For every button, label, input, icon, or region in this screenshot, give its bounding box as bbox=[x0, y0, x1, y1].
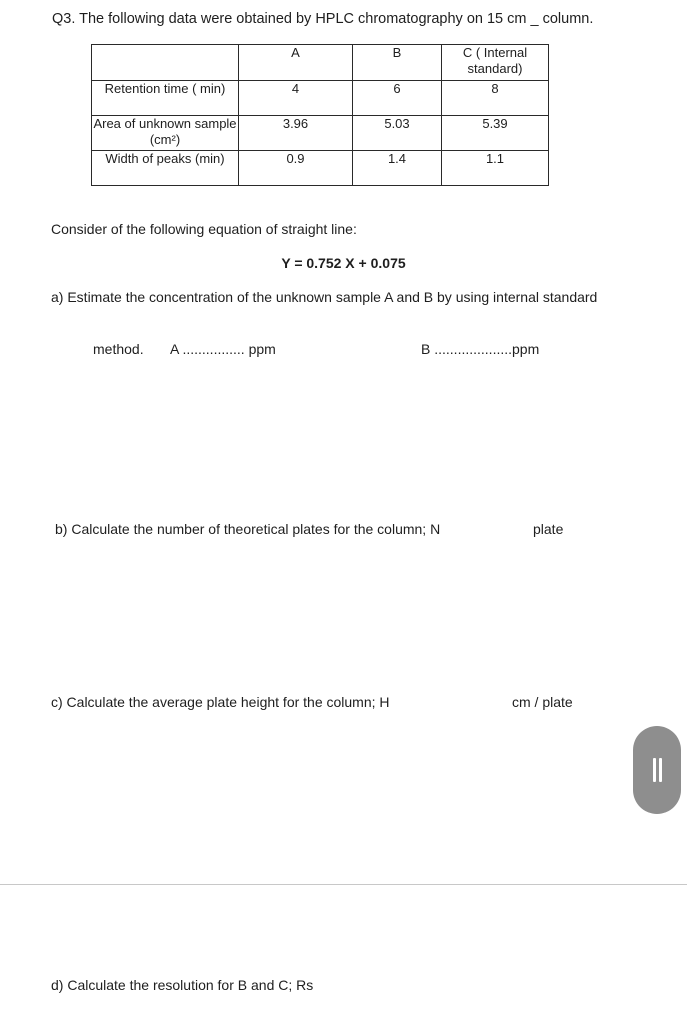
table-header-cell bbox=[92, 45, 239, 81]
scroll-handle[interactable] bbox=[633, 726, 681, 814]
table-cell: 1.1 bbox=[442, 151, 549, 186]
answer-b-blank: B ....................ppm bbox=[421, 341, 540, 357]
row-label: Width of peaks (min) bbox=[92, 151, 239, 186]
grip-icon bbox=[659, 758, 662, 782]
table-header-cell: A bbox=[239, 45, 353, 81]
part-b-unit: plate bbox=[533, 521, 564, 537]
grip-icon bbox=[653, 758, 656, 782]
table-header-cell: B bbox=[353, 45, 442, 81]
table-row bbox=[92, 116, 549, 151]
answer-a-blank: A ................ ppm bbox=[170, 341, 276, 357]
page-divider bbox=[0, 884, 687, 885]
row-label: Retention time ( min) bbox=[92, 81, 239, 116]
part-d-prompt: d) Calculate the resolution for B and C; Rs bbox=[51, 977, 314, 993]
part-a-prompt: a) Estimate the concentration of the unknown sample A and B by using internal standard bbox=[51, 289, 598, 305]
question-title: Q3. The following data were obtained by HPLC chromatography on 15 cm _ column. bbox=[52, 11, 594, 27]
table-cell: 6 bbox=[353, 81, 442, 116]
table-header-row bbox=[92, 45, 549, 81]
table-cell: 1.4 bbox=[353, 151, 442, 186]
part-c-unit: cm / plate bbox=[512, 694, 573, 710]
table-cell: 3.96 bbox=[239, 116, 353, 151]
table-row bbox=[92, 151, 549, 186]
method-label: method. bbox=[93, 341, 144, 357]
table-cell: 5.39 bbox=[442, 116, 549, 151]
table-cell: 4 bbox=[239, 81, 353, 116]
hplc-data-table bbox=[91, 44, 549, 186]
equation-intro: Consider of the following equation of straight line: bbox=[51, 221, 357, 237]
table-cell: 5.03 bbox=[353, 116, 442, 151]
row-label: Area of unknown sample (cm²) bbox=[92, 116, 239, 151]
equation: Y = 0.752 X + 0.075 bbox=[281, 255, 406, 271]
part-c-prompt: c) Calculate the average plate height for the column; H bbox=[51, 694, 390, 710]
table-cell: 0.9 bbox=[239, 151, 353, 186]
table-row bbox=[92, 81, 549, 116]
table-header-cell: C ( Internal standard) bbox=[442, 45, 549, 81]
part-b-prompt: b) Calculate the number of theoretical plates for the column; N bbox=[55, 521, 441, 537]
table-cell: 8 bbox=[442, 81, 549, 116]
